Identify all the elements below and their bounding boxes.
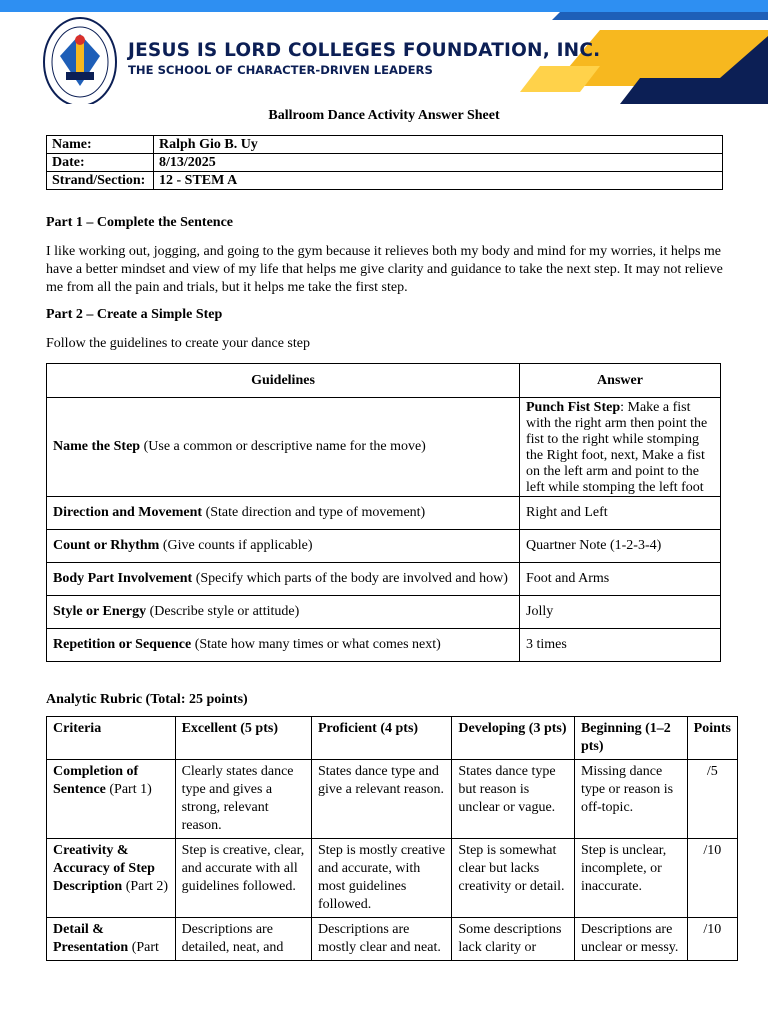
guideline-cell [47,398,520,497]
guideline-cell [47,596,520,629]
excellent-cell: Clearly states dance type and gives a strong, relevant reason. [175,760,311,839]
proficient-cell: States dance type and give a relevant reason. [312,760,452,839]
col-answer-header: Answer [520,364,721,398]
excellent-cell: Descriptions are detailed, neat, and [175,918,311,961]
points-cell: /5 [687,760,737,839]
answer-cell [520,398,721,497]
table-row [47,398,721,497]
institution-tagline: THE SCHOOL OF CHARACTER-DRIVEN LEADERS [128,63,433,77]
info-label: Date: [47,154,154,172]
answer-line: left while stomping the left foot [526,480,704,495]
beginning-cell: Missing dance type or reason is off-topic. [574,760,687,839]
criteria-part: (Part [128,940,159,955]
table-row [47,629,721,662]
excellent-cell: Step is creative, clear, and accurate with all guidelines followed. [175,839,311,918]
guideline-desc: (Use a common or descriptive name for the move) [140,439,426,454]
part1-heading: Part 1 – Complete the Sentence [46,215,234,230]
part2-intro: Follow the guidelines to create your dance step [46,336,310,351]
info-row-section [47,172,723,190]
rubric-col-excellent: Excellent (5 pts) [175,717,311,760]
school-seal-icon [42,16,118,104]
guideline-label: Direction and Movement [53,505,203,520]
guideline-desc: (Specify which parts of the body are involved and how) [192,571,508,586]
part1-line: me from all the pain and trials, but it helps me take the first step. [46,280,408,295]
answer-step-name: Punch Fist Step [526,400,621,415]
info-row-date [47,154,723,172]
top-accent-bar [0,0,768,12]
info-label: Strand/Section: [47,172,154,190]
guideline-cell [47,563,520,596]
info-row-name [47,136,723,154]
part2-heading: Part 2 – Create a Simple Step [46,307,223,322]
answer-line: on the left arm and point to the [526,464,700,479]
answer-cell: 3 times [520,629,721,662]
guideline-label: Style or Energy [53,604,147,619]
table-header-row [47,717,738,760]
table-row [47,760,738,839]
answer-line: : Make a fist [620,400,691,415]
info-value-section: 12 - STEM A [154,172,723,190]
table-row [47,530,721,563]
guideline-cell [47,629,520,662]
guidelines-table [46,363,721,662]
table-row [47,563,721,596]
rubric-col-proficient: Proficient (4 pts) [312,717,452,760]
answer-line: with the right arm then point the [526,416,708,431]
student-info-table [46,135,723,190]
guideline-desc: (Describe style or attitude) [146,604,300,619]
criteria-label: Detail & Presentation [53,922,129,955]
guideline-label: Body Part Involvement [53,571,193,586]
part1-line: I like working out, jogging, and going to the gym because it relieves both my body and mind for my worries, it helps me [46,244,721,259]
answer-cell: Jolly [520,596,721,629]
col-guidelines-header: Guidelines [47,364,520,398]
guideline-label: Count or Rhythm [53,538,160,553]
answer-line: fist to the right while stomping [526,432,700,447]
table-row [47,918,738,961]
points-cell: /10 [687,839,737,918]
guideline-label: Name the Step [53,439,141,454]
proficient-cell: Step is mostly creative and accurate, with most guidelines followed. [312,839,452,918]
criteria-cell [47,760,176,839]
proficient-cell: Descriptions are mostly clear and neat. [312,918,452,961]
developing-cell: Some descriptions lack clarity or [452,918,575,961]
rubric-table [46,716,738,961]
answer-line: the Right foot, next, Make a fist [526,448,705,463]
answer-cell: Foot and Arms [520,563,721,596]
table-row [47,596,721,629]
criteria-part: (Part 1) [105,782,152,797]
developing-cell: Step is somewhat clear but lacks creativity or detail. [452,839,575,918]
rubric-col-criteria: Criteria [47,717,176,760]
table-row [47,839,738,918]
document-title: Ballroom Dance Activity Answer Sheet [268,108,500,123]
guideline-label: Repetition or Sequence [53,637,192,652]
institution-name: JESUS IS LORD COLLEGES FOUNDATION, INC. [128,40,601,61]
guideline-cell [47,530,520,563]
rubric-heading: Analytic Rubric (Total: 25 points) [46,692,248,707]
guideline-desc: (Give counts if applicable) [159,538,313,553]
table-header-row [47,364,721,398]
criteria-cell [47,839,176,918]
points-cell: /10 [687,918,737,961]
beginning-cell: Step is unclear, incomplete, or inaccurate. [574,839,687,918]
rubric-col-beginning: Beginning (1–2 pts) [574,717,687,760]
guideline-desc: (State how many times or what comes next) [191,637,441,652]
answer-cell: Right and Left [520,497,721,530]
info-value-name: Ralph Gio B. Uy [154,136,723,154]
guideline-desc: (State direction and type of movement) [202,505,426,520]
guideline-cell [47,497,520,530]
part1-answer [46,243,726,297]
criteria-part: (Part 2) [122,879,169,894]
criteria-label: Creativity & Accuracy of Step Description [53,843,155,894]
beginning-cell: Descriptions are unclear or messy. [574,918,687,961]
criteria-label: Completion of Sentence [53,764,139,797]
criteria-cell [47,918,176,961]
info-label: Name: [47,136,154,154]
rubric-col-developing: Developing (3 pts) [452,717,575,760]
part1-line: have a better mindset and view of my life that helps me give clarity and guidance to take the next step. It may not relieve [46,262,723,277]
developing-cell: States dance type but reason is unclear or vague. [452,760,575,839]
answer-cell: Quartner Note (1-2-3-4) [520,530,721,563]
info-value-date: 8/13/2025 [154,154,723,172]
rubric-col-points: Points [687,717,737,760]
table-row [47,497,721,530]
letterhead [0,12,768,104]
